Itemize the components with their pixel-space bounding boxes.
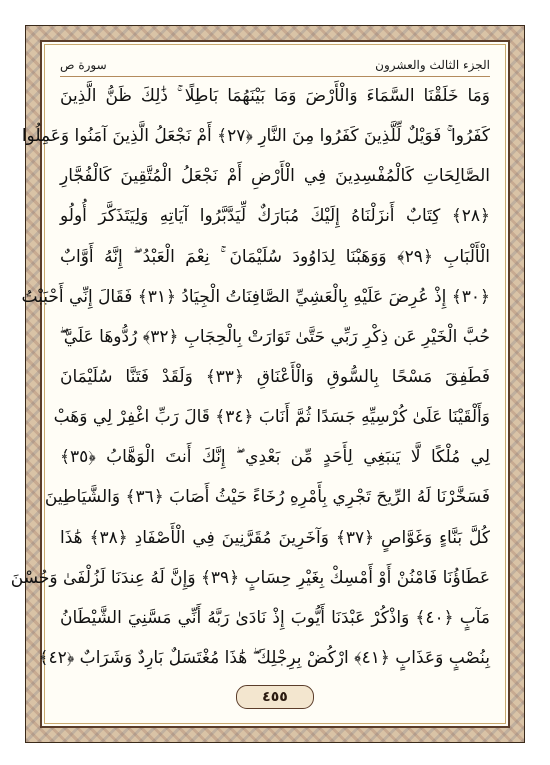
verse-line: كَفَرُوا ۚ فَوَيْلٌ لِّلَّذِينَ كَفَرُوا مِنَ النَّارِ ﴿٢٧﴾ أَمْ نَجْعَلُ الَّذِينَ آمَنُوا وَعَمِلُوا bbox=[21, 126, 490, 147]
text-frame bbox=[10, 40, 510, 728]
verse-line: فَسَخَّرْنَا لَهُ الرِّيحَ تَجْرِي بِأَمْرِهِ رُخَاءً حَيْثُ أَصَابَ ﴿٣٦﴾ وَالشَّيَاطِينَ bbox=[44, 487, 490, 508]
page-header bbox=[60, 54, 490, 77]
verse-line: لِي مُلْكًا لَّا يَنبَغِي لِأَحَدٍ مِّن بَعْدِي ۖ إِنَّكَ أَنتَ الْوَهَّابُ ﴿٣٥﴾ bbox=[60, 447, 490, 468]
page-footer bbox=[42, 682, 508, 712]
verse-line: مَآبٍ ﴿٤٠﴾ وَاذْكُرْ عَبْدَنَا أَيُّوبَ إِذْ نَادَىٰ رَبَّهُ أَنِّي مَسَّنِيَ الشَّيْطَانُ bbox=[60, 607, 490, 628]
page-number: ٤٥٥ bbox=[236, 685, 314, 709]
verse-lines bbox=[10, 84, 490, 670]
verse-line: الصَّالِحَاتِ كَالْمُفْسِدِينَ فِي الْأَرْضِ أَمْ نَجْعَلُ الْمُتَّقِينَ كَالْفُجَّارِ bbox=[60, 166, 490, 187]
verse-line: وَمَا خَلَقْنَا السَّمَاءَ وَالْأَرْضَ وَمَا بَيْنَهُمَا بَاطِلًا ۚ ذَٰلِكَ ظَنُّ الَّذِينَ bbox=[60, 86, 490, 106]
verse-line: ﴿٣٠﴾ إِذْ عُرِضَ عَلَيْهِ بِالْعَشِيِّ الصَّافِنَاتُ الْجِيَادُ ﴿٣١﴾ فَقَالَ إِنِّي أَحْبَبْتُ bbox=[21, 286, 490, 307]
juz-label: الجزء الثالث والعشرون bbox=[375, 58, 490, 72]
verse-line: عَطَاؤُنَا فَامْنُنْ أَوْ أَمْسِكْ بِغَيْرِ حِسَابٍ ﴿٣٩﴾ وَإِنَّ لَهُ عِندَنَا لَزُلْفَىٰ وَحُسْنَ bbox=[10, 567, 490, 588]
verse-line: حُبَّ الْخَيْرِ عَن ذِكْرِ رَبِّي حَتَّىٰ تَوَارَتْ بِالْحِجَابِ ﴿٣٢﴾ رُدُّوهَا عَلَيَّ ۖ bbox=[59, 326, 490, 347]
verse-line: بِنُصْبٍ وَعَذَابٍ ﴿٤١﴾ ارْكُضْ بِرِجْلِكَ ۖ هَٰذَا مُغْتَسَلٌ بَارِدٌ وَشَرَابٌ ﴿٤٢﴾ bbox=[38, 647, 490, 668]
surah-label: سورة ص bbox=[60, 58, 107, 72]
verse-line: وَأَلْقَيْنَا عَلَىٰ كُرْسِيِّهِ جَسَدًا ثُمَّ أَنَابَ ﴿٣٤﴾ قَالَ رَبِّ اغْفِرْ لِي وَهَبْ bbox=[53, 407, 490, 428]
verse-line: كُلَّ بَنَّاءٍ وَغَوَّاصٍ ﴿٣٧﴾ وَآخَرِينَ مُقَرَّنِينَ فِي الْأَصْفَادِ ﴿٣٨﴾ هَٰذَا bbox=[60, 527, 490, 548]
verse-line: الْأَلْبَابِ ﴿٢٩﴾ وَوَهَبْنَا لِدَاوُودَ سُلَيْمَانَ ۚ نِعْمَ الْعَبْدُ ۖ إِنَّهُ أَوَّابٌ bbox=[60, 246, 490, 267]
verse-line: ﴿٢٨﴾ كِتَابٌ أَنزَلْنَاهُ إِلَيْكَ مُبَارَكٌ لِّيَدَّبَّرُوا آيَاتِهِ وَلِيَتَذَكَّرَ أُولُو bbox=[60, 206, 490, 227]
verse-line: فَطَفِقَ مَسْحًا بِالسُّوقِ وَالْأَعْنَاقِ ﴿٣٣﴾ وَلَقَدْ فَتَنَّا سُلَيْمَانَ bbox=[60, 366, 490, 387]
mushaf-page bbox=[10, 25, 525, 743]
